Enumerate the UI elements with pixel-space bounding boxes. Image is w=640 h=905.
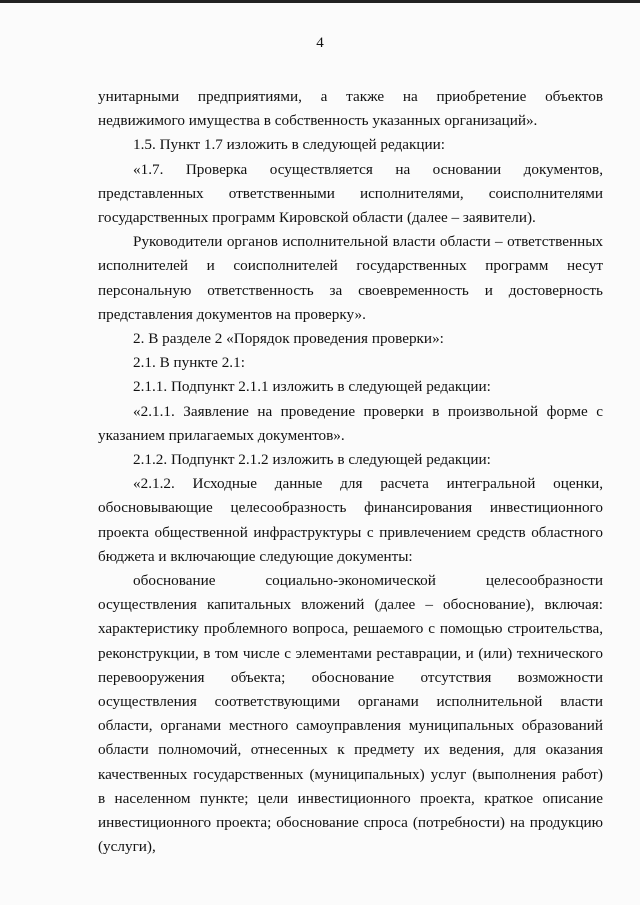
paragraph-item-1-7: «1.7. Проверка осуществляется на основании документов, представленных ответственными исполнителями, соисполнителями государственных программ Кировской области (далее – заявители). [98,160,603,227]
paragraph-item-2-1-1-text: «2.1.1. Заявление на проведение проверки в произвольной форме с указанием прилагаемых документов». [98,402,603,444]
paragraph-item-2-1-1: 2.1.1. Подпункт 2.1.1 изложить в следующей редакции: [133,378,491,396]
paragraph-justification: обоснование социально-экономической целесообразности осуществления капитальных вложений (далее – обоснование), включая: характеристику проблемного вопроса, решаемого с помощью строительства, реконструкции, в том числе с элементами реставрации, и (или) технического перевооружения объекта; обоснование отсутствия возможности осуществления соответствующими органами исполнительной власти области, органами местного самоуправления муниципальных образований области полномочий, отнесенных к предмету их ведения, для оказания качественных государственных (муниципальных) услуг (выполнения работ) в населенном пункте; цели инвестиционного проекта, краткое описание инвестиционного проекта; обоснование спроса (потребности) на продукцию (услуги), [98,572,603,856]
paragraph-section-2: 2. В разделе 2 «Порядок проведения проверки»: [133,330,444,348]
top-border-line [0,0,640,3]
paragraph-item-1-5: 1.5. Пункт 1.7 изложить в следующей редакции: [133,136,446,154]
paragraph-continuation: унитарными предприятиями, а также на приобретение объектов недвижимого имущества в собственность указанных организаций». [98,88,603,130]
page-number: 4 [316,35,324,51]
paragraph-responsibility: Руководители органов исполнительной власти области – ответственных исполнителей и соисполнителей государственных программ несут персональную ответственность за своевременность и достоверность представления документов на проверку». [98,233,603,323]
paragraph-item-2-1: 2.1. В пункте 2.1: [133,354,245,372]
paragraph-item-2-1-2: 2.1.2. Подпункт 2.1.2 изложить в следующей редакции: [133,451,491,469]
document-body [98,85,603,860]
paragraph-item-2-1-2-text: «2.1.2. Исходные данные для расчета интегральной оценки, обосновывающие целесообразность финансирования инвестиционного проекта общественной инфраструктуры с привлечением средств областного бюджета и включающие следующие документы: [98,475,603,565]
